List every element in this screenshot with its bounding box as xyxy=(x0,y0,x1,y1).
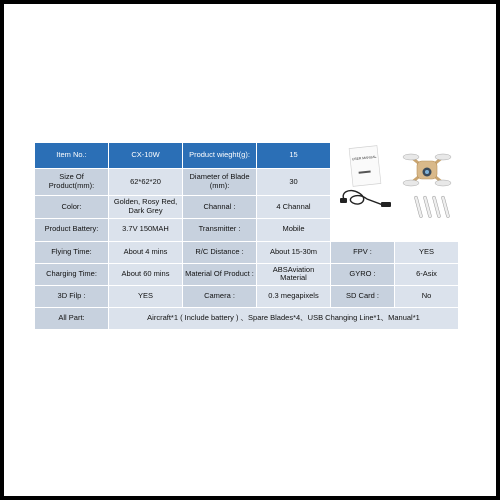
all-part-label: All Part: xyxy=(35,307,109,329)
battery-label: Product Battery: xyxy=(35,218,109,241)
camera-label: Camera : xyxy=(183,285,257,307)
product-photo-svg xyxy=(331,143,459,238)
weight-value: 15 xyxy=(257,143,331,169)
rc-distance-value: About 15-30m xyxy=(257,241,331,263)
gyro-value: 6-Asix xyxy=(395,263,459,285)
color-value: Golden, Rosy Red, Dark Grey xyxy=(109,195,183,218)
charging-time-value: About 60 mins xyxy=(109,263,183,285)
battery-value: 3.7V 150MAH xyxy=(109,218,183,241)
sd-card-label: SD Card : xyxy=(331,285,395,307)
manual-text: USER MANUAL xyxy=(351,154,377,162)
charging-time-label: Charging Time: xyxy=(35,263,109,285)
manual-booklet-icon xyxy=(349,146,381,187)
transmitter-label: Transmitter : xyxy=(183,218,257,241)
spec-row-flip xyxy=(35,285,459,307)
flying-time-label: Flying Time: xyxy=(35,241,109,263)
fpv-label: FPV : xyxy=(331,241,395,263)
spec-row-flying xyxy=(35,241,459,263)
weight-label: Product wieght(g): xyxy=(183,143,257,169)
usb-cable-icon xyxy=(340,191,391,207)
flip-label: 3D Filp : xyxy=(35,285,109,307)
size-label: Size Of Product(mm): xyxy=(35,168,109,195)
item-no-value: CX-10W xyxy=(109,143,183,169)
gyro-label: GYRO : xyxy=(331,263,395,285)
size-value: 62*62*20 xyxy=(109,168,183,195)
spec-table xyxy=(34,142,459,330)
spec-row-charging xyxy=(35,263,459,285)
product-photo xyxy=(331,143,459,242)
sd-card-value: No xyxy=(395,285,459,307)
blade-diameter-value: 30 xyxy=(257,168,331,195)
spare-blades-icon xyxy=(414,196,450,218)
spec-row-item xyxy=(35,143,459,169)
flip-value: YES xyxy=(109,285,183,307)
material-value: ABSAviation Material xyxy=(257,263,331,285)
channel-value: 4 Channal xyxy=(257,195,331,218)
rc-distance-label: R/C Distance : xyxy=(183,241,257,263)
color-label: Color: xyxy=(35,195,109,218)
spec-row-all-part xyxy=(35,307,459,329)
all-part-value: Aircraft*1 ( Include battery ) 、Spare Blades*4、USB Changing Line*1、Manual*1 xyxy=(109,307,459,329)
material-label: Material Of Product : xyxy=(183,263,257,285)
drone-icon xyxy=(403,154,451,186)
fpv-value: YES xyxy=(395,241,459,263)
blade-diameter-label: Diameter of Blade (mm): xyxy=(183,168,257,195)
channel-label: Channal : xyxy=(183,195,257,218)
camera-value: 0.3 megapixels xyxy=(257,285,331,307)
flying-time-value: About 4 mins xyxy=(109,241,183,263)
item-no-label: Item No.: xyxy=(35,143,109,169)
transmitter-value: Mobile xyxy=(257,218,331,241)
